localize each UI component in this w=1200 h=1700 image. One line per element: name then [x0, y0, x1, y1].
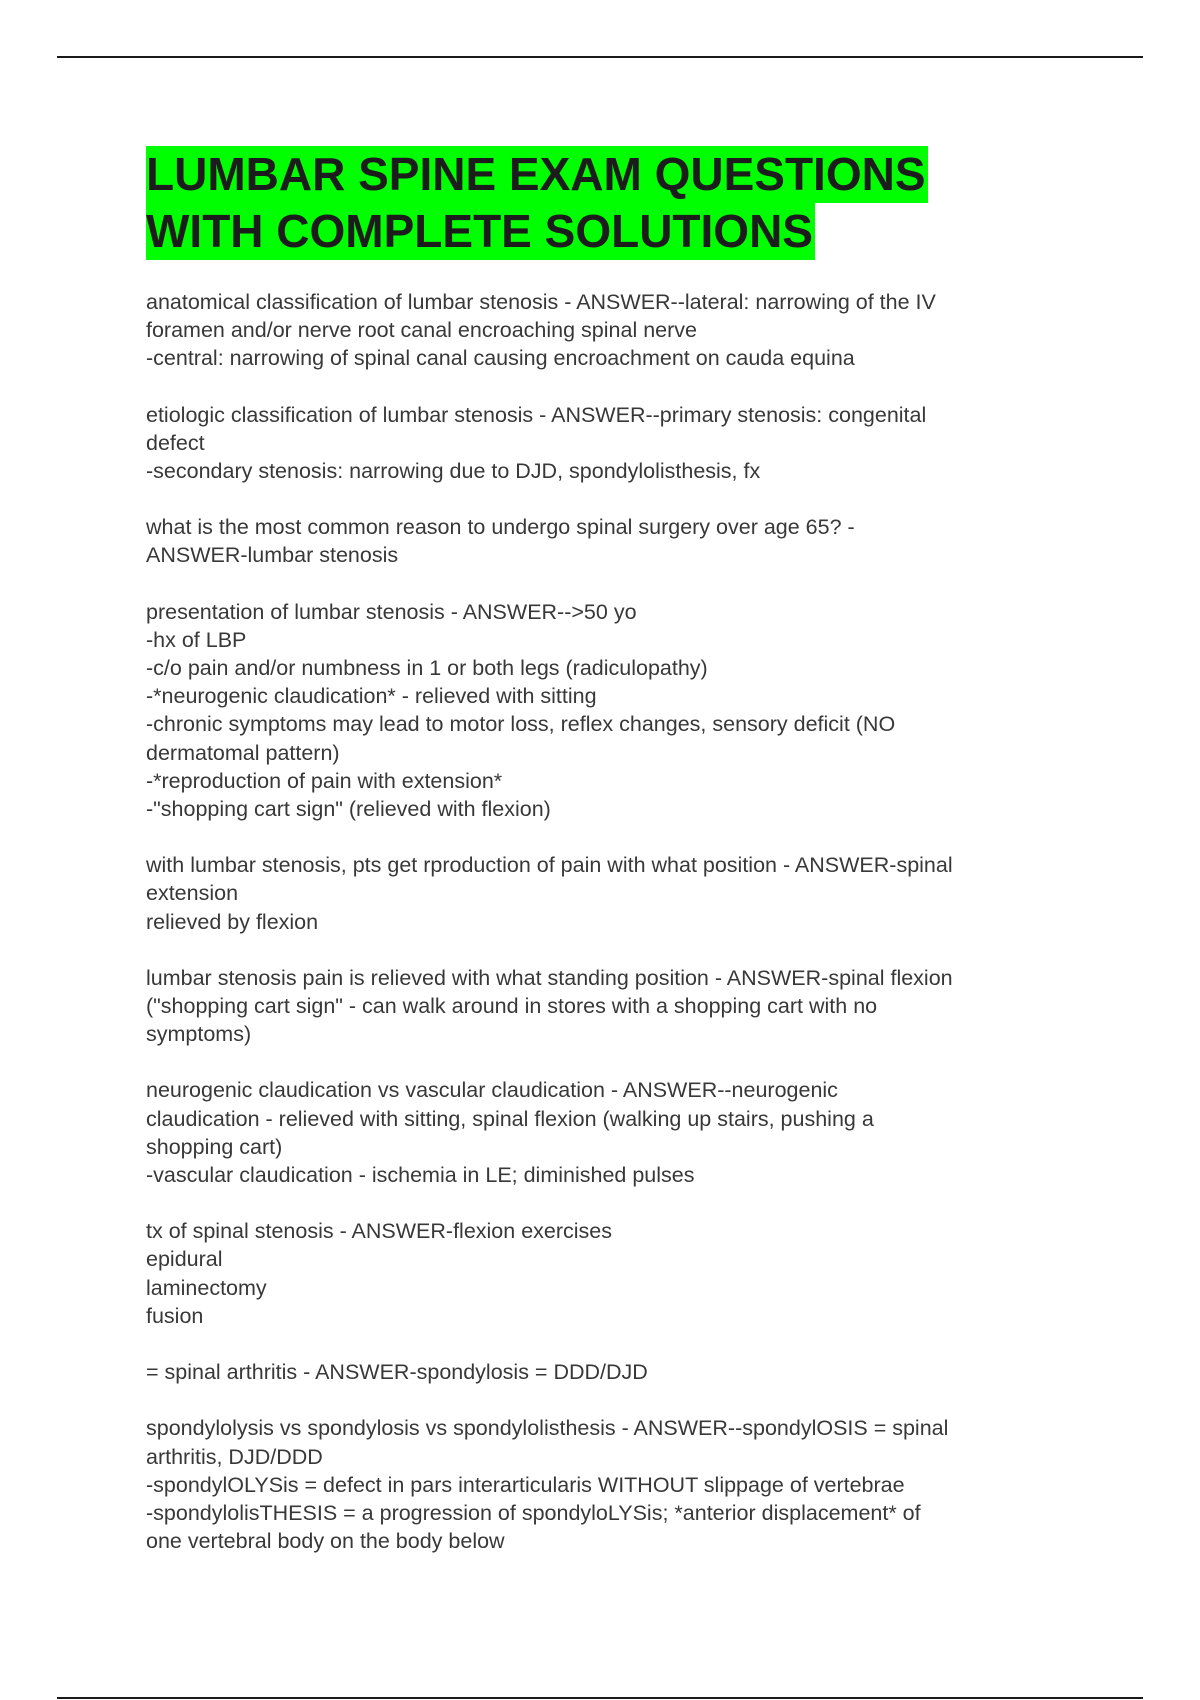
qa-item-lumbar-stenosis-presentation: presentation of lumbar stenosis - ANSWER-->50 yo -hx of LBP -c/o pain and/or numbness in 1 or both legs (radiculopathy) -*neurogenic claudication* - relieved with sitting -chronic symptoms may lead to motor loss, reflex changes, sensory deficit (NO dermatomal pattern) -*reproduction of pain with extension* -"shopping cart sign" (relieved with flexion): [146, 599, 896, 822]
qa-item-spondylolysis-comparison: spondylolysis vs spondylosis vs spondylolisthesis - ANSWER--spondylOSIS = spinal arthritis, DJD/DDD -spondylOLYSis = defect in pars interarticularis WITHOUT slippage of vertebrae -spondylolisTHESIS = a progression of spondyloLYSis; *anterior displacement* of one vertebral body on the body below: [146, 1416, 949, 1554]
qa-item-spinal-arthritis: = spinal arthritis - ANSWER-spondylosis = DDD/DJD: [146, 1360, 648, 1385]
top-rule: [57, 56, 1143, 58]
qa-item-spinal-surgery-over-65: what is the most common reason to undergo spinal surgery over age 65? - ANSWER-lumbar stenosis: [146, 515, 855, 568]
document-title: [146, 146, 1066, 260]
title-line-2: WITH COMPLETE SOLUTIONS: [146, 203, 815, 260]
qa-item-claudication-comparison: neurogenic claudication vs vascular claudication - ANSWER--neurogenic claudication - relieved with sitting, spinal flexion (walking up stairs, pushing a shopping cart) -vascular claudication - ischemia in LE; diminished pulses: [146, 1078, 874, 1188]
bottom-rule: [57, 1697, 1143, 1699]
title-line-1: LUMBAR SPINE EXAM QUESTIONS: [146, 146, 928, 203]
qa-item-pain-reproduction-position: with lumbar stenosis, pts get rproduction of pain with what position - ANSWER-spinal extension relieved by flexion: [146, 853, 953, 934]
qa-item-lumbar-stenosis-anatomical: anatomical classification of lumbar stenosis - ANSWER--lateral: narrowing of the IV foramen and/or nerve root canal encroaching spinal nerve -central: narrowing of spinal canal causing encroachment on cauda equina: [146, 290, 936, 371]
qa-item-lumbar-stenosis-etiologic: etiologic classification of lumbar stenosis - ANSWER--primary stenosis: congenital defect -secondary stenosis: narrowing due to DJD, spondylolisthesis, fx: [146, 402, 927, 484]
page-content: [146, 146, 1066, 1583]
qa-item-stenosis-treatment: tx of spinal stenosis - ANSWER-flexion exercises epidural laminectomy fusion: [146, 1219, 612, 1328]
qa-item-relief-standing-position: lumbar stenosis pain is relieved with what standing position - ANSWER-spinal flexion ("shopping cart sign" - can walk around in stores with a shopping cart with no symptoms): [146, 965, 953, 1047]
